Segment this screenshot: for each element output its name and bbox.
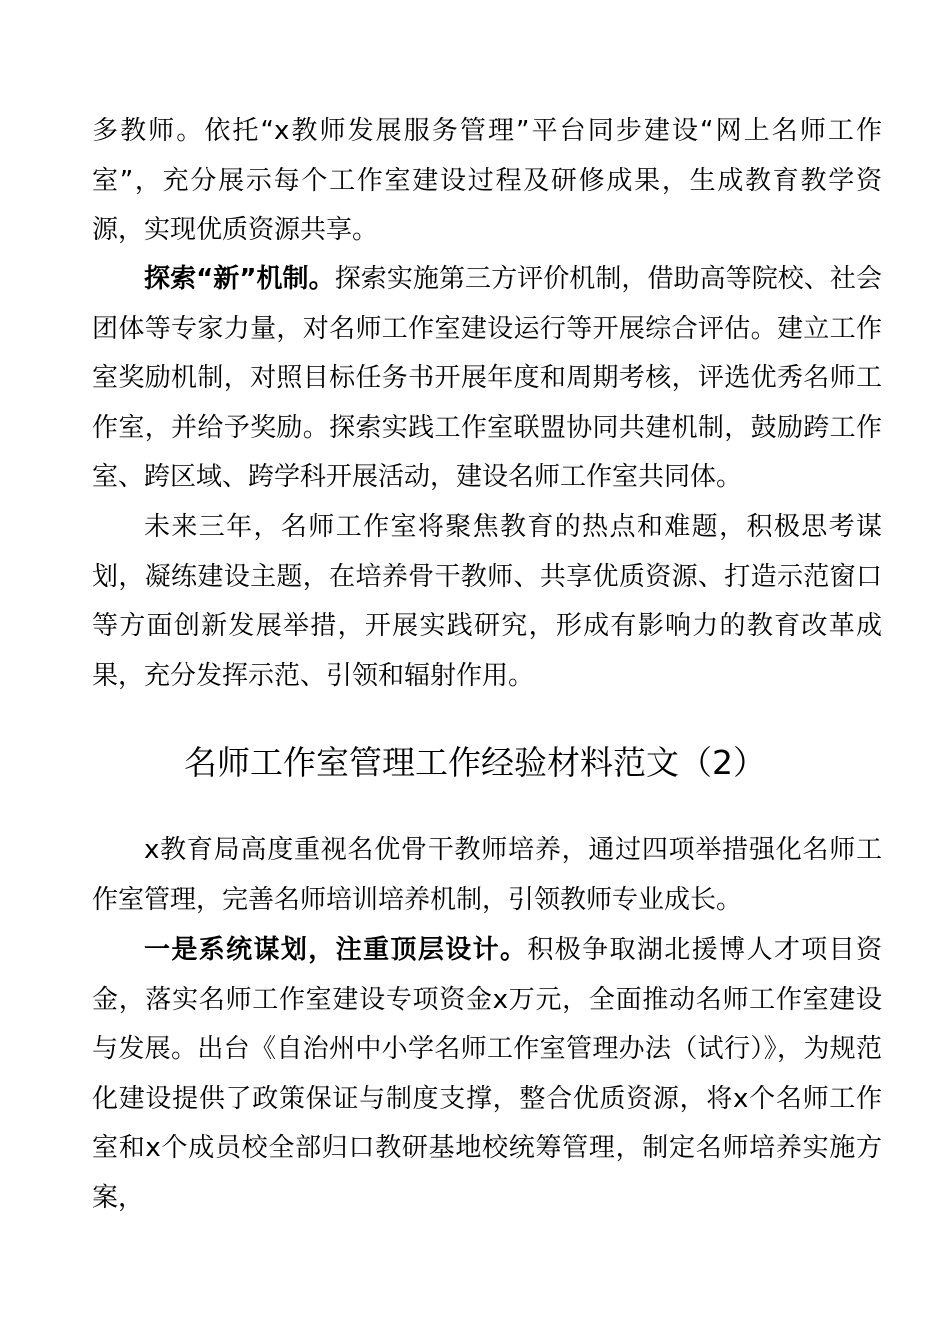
paragraph-text: 探索实施第三方评价机制，借助高等院校、社会团体等专家力量，对名师工作室建设运行等开展综合评估。建立工作室奖励机制，对照目标任务书开展年度和周期考核，评选优秀名师工作室，并给予奖励。探索实践工作室联盟协同共建机制，鼓励跨工作室、跨区域、跨学科开展活动，建设名师工作室共同体。 (92, 264, 882, 493)
paragraph-text: 多教师。依托“x教师发展服务管理”平台同步建设“网上名师工作室”，充分展示每个工作室建设过程及研修成果，生成教育教学资源，实现优质资源共享。 (92, 116, 882, 246)
paragraph-intro (92, 826, 882, 925)
paragraph-continuation (92, 107, 882, 256)
section-heading: 名师工作室管理工作经验材料范文（2） (184, 743, 766, 782)
paragraph-text: x教育局高度重视名优骨干教师培养，通过四项举措强化名师工作室管理，完善名师培训培养机制，引领教师专业成长。 (92, 835, 882, 915)
paragraph-measure-one (92, 926, 882, 1224)
paragraph-lead-bold: 探索“新”机制。 (144, 264, 335, 294)
paragraph-future (92, 503, 882, 701)
paragraph-text: 积极争取湖北援博人才项目资金，落实名师工作室建设专项资金x万元，全面推动名师工作室建设与发展。出台《自治州中小学名师工作室管理办法（试行）》，为规范化建设提供了政策保证与制度支撑，整合优质资源，将x个名师工作室和x个成员校全部归口教研基地校统筹管理，制定名师培养实施方案， (92, 935, 882, 1213)
paragraph-lead-bold: 一是系统谋划，注重顶层设计。 (144, 935, 528, 965)
paragraph-mechanism (92, 255, 882, 503)
paragraph-text: 未来三年，名师工作室将聚焦教育的热点和难题，积极思考谋划，凝练建设主题，在培养骨干教师、共享优质资源、打造示范窗口等方面创新发展举措，开展实践研究，形成有影响力的教育改革成果，充分发挥示范、引领和辐射作用。 (92, 512, 882, 691)
